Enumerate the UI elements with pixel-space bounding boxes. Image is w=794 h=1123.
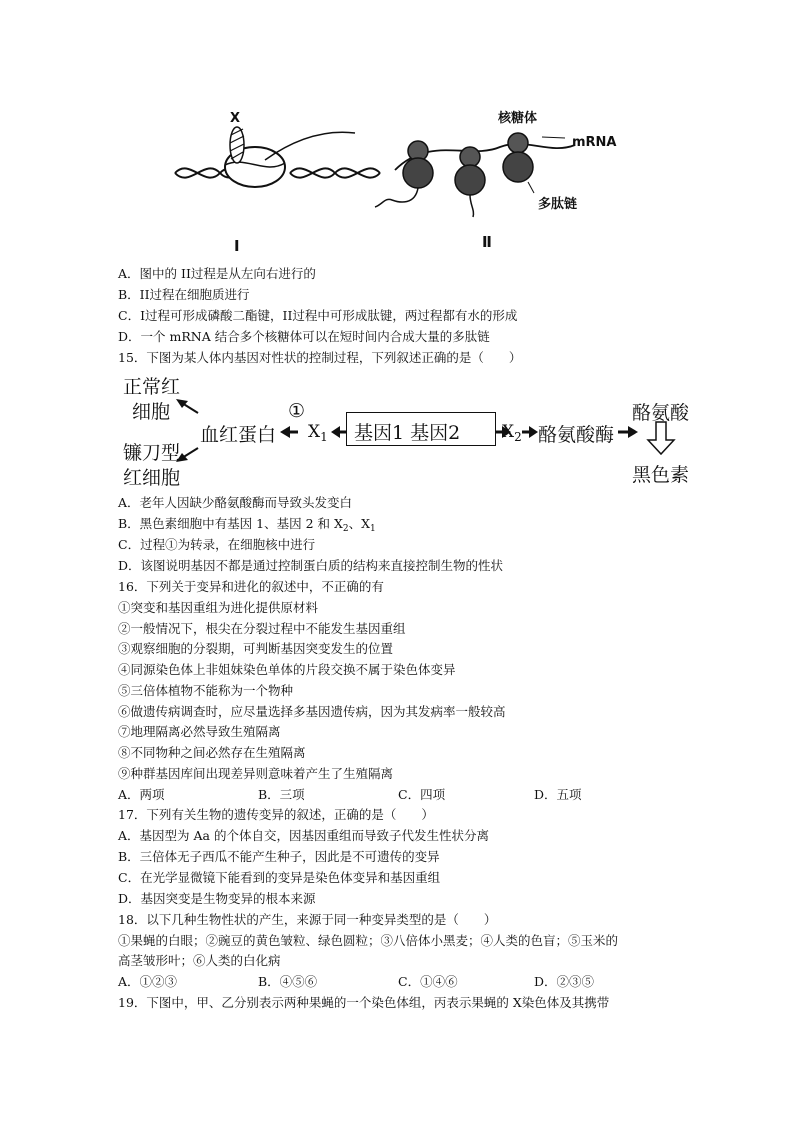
q16-option-b: B．三项: [258, 787, 305, 802]
label-tyrosine: 酪氨酸: [632, 402, 690, 424]
label-process-i: Ⅰ: [234, 237, 240, 255]
q17-option-c: C．在光学显微镜下能看到的变异是染色体变异和基因重组: [118, 870, 441, 885]
label-ribosome: 核糖体: [498, 111, 538, 126]
q18-option-a: A．①②③: [118, 974, 178, 989]
q16-option-a: A．两项: [118, 787, 165, 802]
q17-stem: 17．下列有关生物的遗传变异的叙述，正确的是（ ）: [118, 807, 434, 822]
q16-item: ④同源染色体上非姐妹染色单体的片段交换不属于染色体变异: [118, 662, 456, 677]
label-normal-rbc-1: 正常红: [123, 376, 181, 398]
q14-option-c: C．I过程可形成磷酸二酯键，II过程中可形成肽键，两过程都有水的形成: [118, 308, 518, 323]
q15-option-b: B．黑色素细胞中有基因 1、基因 2 和 $X_2$、$X_1$: [118, 516, 376, 534]
q14-option-d: D．一个 mRNA 结合多个核糖体可以在短时间内合成大量的多肽链: [118, 329, 490, 344]
label-mrna: mRNA: [572, 135, 617, 150]
label-sickle-1: 镰刀型: [123, 442, 181, 464]
q15-option-a: A．老年人因缺少酪氨酸酶而导致头发变白: [118, 495, 353, 510]
q16-item: ⑨种群基因库间出现差异则意味着产生了生殖隔离: [118, 766, 394, 781]
q16-item: ①突变和基因重组为进化提供原材料: [118, 600, 319, 615]
q16-item: ②一般情况下，根尖在分裂过程中不能发生基因重组: [118, 621, 406, 636]
q16-stem: 16．下列关于变异和进化的叙述中，不正确的有: [118, 579, 384, 594]
label-x2: $X_2$: [502, 422, 522, 444]
label-sickle-2: 红细胞: [123, 467, 181, 489]
label-step-1: ①: [288, 400, 306, 422]
q16-option-c: C．四项: [398, 787, 446, 802]
label-genes: 基因1 基因2: [354, 422, 461, 444]
q17-option-d: D．基因突变是生物变异的根本来源: [118, 891, 316, 906]
q18-option-b: B．④⑤⑥: [258, 974, 318, 989]
label-peptide: 多肽链: [538, 197, 578, 212]
label-tyrosinase: 酪氨酸酶: [538, 424, 615, 446]
q17-option-a: A．基因型为 Aa 的个体自交，因基因重组而导致子代发生性状分离: [118, 828, 489, 843]
gene-trait-figure: [118, 370, 698, 490]
q16-item: ⑧不同物种之间必然存在生殖隔离: [118, 745, 306, 760]
label-normal-rbc-2: 细胞: [132, 401, 171, 423]
label-melanin: 黑色素: [632, 464, 690, 486]
transcription-translation-figure: [170, 105, 630, 265]
label-x: X: [230, 111, 241, 126]
label-x1: $X_1$: [308, 422, 328, 444]
q18-line-2: 高茎皱形叶；⑥人类的白化病: [118, 953, 281, 968]
q17-option-b: B．三倍体无子西瓜不能产生种子，因此是不可遗传的变异: [118, 849, 440, 864]
q16-item: ⑤三倍体植物不能称为一个物种: [118, 683, 294, 698]
q16-item: ③观察细胞的分裂期，可判断基因突变发生的位置: [118, 641, 394, 656]
q18-option-d: D．②③⑤: [534, 974, 595, 989]
q18-line-1: ①果蝇的白眼；②豌豆的黄色皱粒、绿色圆粒；③八倍体小黑麦；④人类的色盲；⑤玉米的: [118, 933, 619, 948]
q15-option-d: D．该图说明基因不都是通过控制蛋白质的结构来直接控制生物的性状: [118, 558, 504, 573]
q18-option-c: C．①④⑥: [398, 974, 458, 989]
q19-stem: 19．下图中，甲、乙分别表示两种果蝇的一个染色体组，丙表示果蝇的 X染色体及其携带: [118, 995, 610, 1010]
label-process-ii: Ⅱ: [482, 233, 492, 251]
q16-item: ⑦地理隔离必然导致生殖隔离: [118, 724, 281, 739]
q14-option-a: A．图中的 II过程是从左向右进行的: [118, 266, 316, 281]
label-hemoglobin: 血红蛋白: [200, 424, 277, 446]
q16-item: ⑥做遗传病调查时，应尽量选择多基因遗传病，因为其发病率一般较高: [118, 704, 506, 719]
q18-stem: 18．以下几种生物性状的产生，来源于同一种变异类型的是（ ）: [118, 912, 497, 927]
q15-stem: 15．下图为某人体内基因对性状的控制过程，下列叙述正确的是（ ）: [118, 350, 522, 365]
q15-option-c: C．过程①为转录，在细胞核中进行: [118, 537, 316, 552]
q16-option-d: D．五项: [534, 787, 582, 802]
q14-option-b: B．II过程在细胞质进行: [118, 287, 250, 302]
